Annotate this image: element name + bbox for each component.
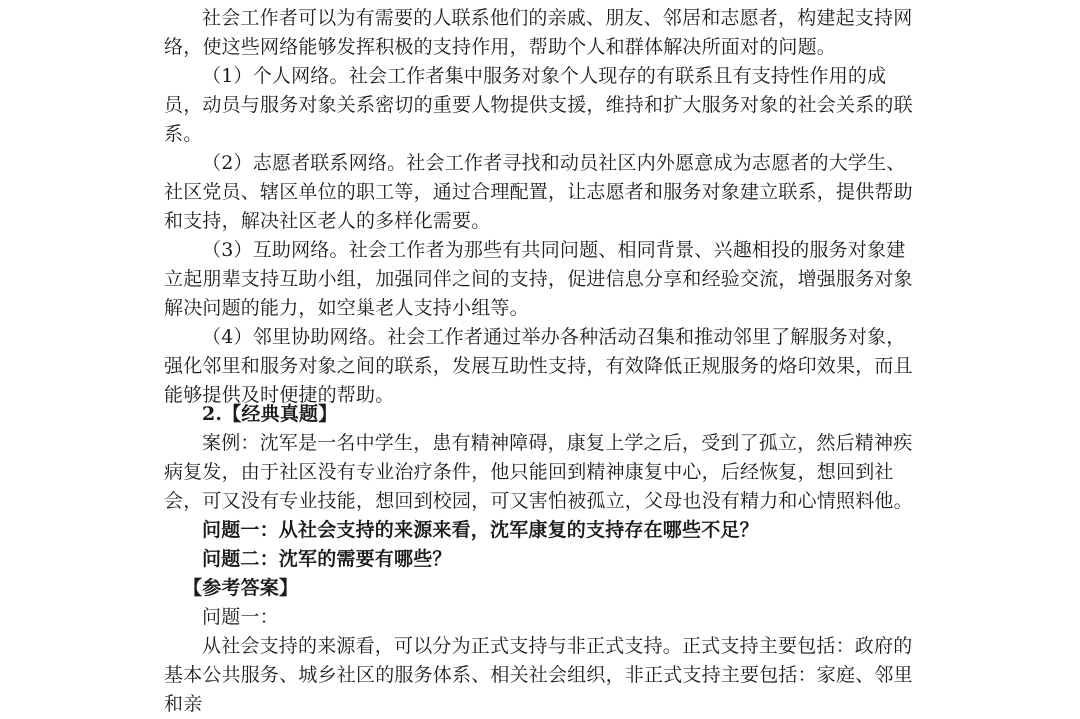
answer-paragraph: 从社会支持的来源看，可以分为正式支持与非正式支持。正式支持主要包括：政府的基本公共服务、城乡社区的服务体系、相关社会组织，非正式支持主要包括：家庭、邻里和亲	[164, 635, 913, 715]
section-heading: 2.【经典真题】	[202, 403, 338, 425]
question-two: 问题二：沈军的需要有哪些？	[202, 548, 452, 570]
question-one: 问题一：从社会支持的来源来看，沈军康复的支持存在哪些不足？	[202, 519, 759, 541]
section-support-networks	[164, 4, 924, 410]
answer-heading: 【参考答案】	[183, 577, 299, 599]
item-personal-network: （1）个人网络。社会工作者集中服务对象个人现存的有联系且有支持性作用的成员，动员与服务对象关系密切的重要人物提供支援，维持和扩大服务对象的社会关系的联系。	[164, 65, 913, 145]
section-classic-question	[164, 400, 924, 719]
case-paragraph: 案例：沈军是一名中学生，患有精神障碍，康复上学之后，受到了孤立，然后精神疾病复发，由于社区没有专业治疗条件，他只能回到精神康复中心，后经恢复，想回到社会，可又没有专业技能，想回到校园，可又害怕被孤立，父母也没有精力和心情照料他。	[164, 432, 913, 512]
item-mutual-aid-network: （3）互助网络。社会工作者为那些有共同问题、相同背景、兴趣相投的服务对象建立起朋辈支持互助小组，加强同伴之间的支持，促进信息分享和经验交流，增强服务对象解决问题的能力，如空巢老人支持小组等。	[164, 239, 913, 319]
answer-q1-label: 问题一：	[202, 606, 279, 628]
item-volunteer-network: （2）志愿者联系网络。社会工作者寻找和动员社区内外愿意成为志愿者的大学生、社区党员、辖区单位的职工等，通过合理配置，让志愿者和服务对象建立联系，提供帮助和支持，解决社区老人的多样化需要。	[164, 152, 913, 232]
intro-paragraph: 社会工作者可以为有需要的人联系他们的亲戚、朋友、邻居和志愿者，构建起支持网络，使这些网络能够发挥积极的支持作用，帮助个人和群体解决所面对的问题。	[164, 7, 913, 58]
item-neighbor-network: （4）邻里协助网络。社会工作者通过举办各种活动召集和推动邻里了解服务对象，强化邻里和服务对象之间的联系，发展互助性支持，有效降低正规服务的烙印效果，而且能够提供及时便捷的帮助。	[164, 326, 913, 406]
